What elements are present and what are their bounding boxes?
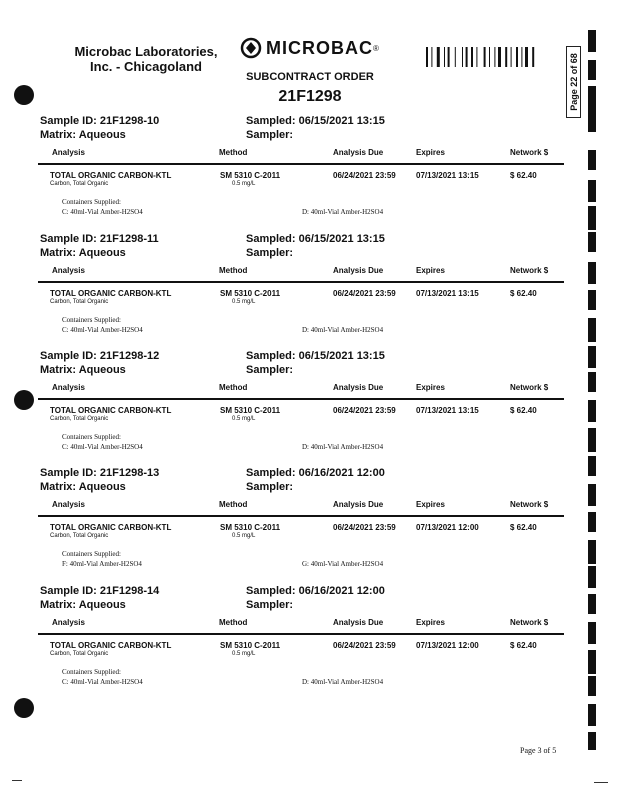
analysis-subtitle: Carbon, Total Organic xyxy=(50,181,109,187)
analysis-name: TOTAL ORGANIC CARBON-KTL xyxy=(50,171,172,180)
barcode-bar xyxy=(525,47,528,67)
method-unit: 0.5 mg/L xyxy=(232,299,256,305)
container-left: C: 40ml-Vial Amber-H2SO4 xyxy=(62,326,143,334)
header-rule xyxy=(38,515,564,517)
barcode-bar xyxy=(498,47,501,67)
col-analysis-due: Analysis Due xyxy=(333,618,384,627)
containers-label: Containers Supplied: xyxy=(62,433,121,441)
col-method: Method xyxy=(219,618,248,627)
col-network: Network $ xyxy=(510,618,549,627)
barcode-bar xyxy=(455,47,456,67)
col-expires: Expires xyxy=(416,383,445,392)
sample-block xyxy=(0,585,618,703)
method-unit: 0.5 mg/L xyxy=(232,181,256,187)
expires: 07/13/2021 13:15 xyxy=(416,171,479,180)
method-code: SM 5310 C-2011 xyxy=(220,523,281,532)
page-tag xyxy=(566,46,581,118)
microbac-logo-icon xyxy=(240,37,262,59)
method-code: SM 5310 C-2011 xyxy=(220,171,281,180)
network-price: $ 62.40 xyxy=(510,406,537,415)
col-expires: Expires xyxy=(416,148,445,157)
matrix: Matrix: Aqueous xyxy=(40,481,126,493)
matrix: Matrix: Aqueous xyxy=(40,599,126,611)
container-right: D: 40ml-Vial Amber-H2SO4 xyxy=(302,326,384,334)
containers-label: Containers Supplied: xyxy=(62,198,121,206)
edge-tab xyxy=(588,60,596,80)
col-analysis-due: Analysis Due xyxy=(333,266,384,275)
matrix: Matrix: Aqueous xyxy=(40,247,126,259)
col-method: Method xyxy=(219,500,248,509)
matrix: Matrix: Aqueous xyxy=(40,129,126,141)
sample-id: Sample ID: 21F1298-11 xyxy=(40,233,159,245)
container-right: D: 40ml-Vial Amber-H2SO4 xyxy=(302,678,384,686)
method-code: SM 5310 C-2011 xyxy=(220,641,281,650)
sampler: Sampler: xyxy=(246,247,294,259)
container-left: C: 40ml-Vial Amber-H2SO4 xyxy=(62,443,143,451)
order-id: 21F1298 xyxy=(278,88,342,105)
matrix: Matrix: Aqueous xyxy=(40,364,126,376)
sample-block xyxy=(0,350,618,468)
analysis-subtitle: Carbon, Total Organic xyxy=(50,416,109,422)
analysis-subtitle: Carbon, Total Organic xyxy=(50,533,109,539)
col-method: Method xyxy=(219,266,248,275)
edge-tab xyxy=(588,86,596,110)
barcode-bar xyxy=(511,47,512,67)
analysis-name: TOTAL ORGANIC CARBON-KTL xyxy=(50,406,172,415)
page-tag-text: Page 22 of 68 xyxy=(568,53,579,111)
expires: 07/13/2021 13:15 xyxy=(416,406,479,415)
barcode-bar xyxy=(466,47,468,67)
binder-hole xyxy=(14,85,34,105)
analysis-due: 06/24/2021 23:59 xyxy=(333,289,396,298)
sample-id: Sample ID: 21F1298-10 xyxy=(40,115,160,127)
barcode-bar xyxy=(444,47,445,67)
analysis-due: 06/24/2021 23:59 xyxy=(333,523,396,532)
barcode-bar xyxy=(521,47,522,67)
method-unit: 0.5 mg/L xyxy=(232,533,256,539)
col-analysis: Analysis xyxy=(52,266,85,275)
expires: 07/13/2021 12:00 xyxy=(416,641,479,650)
analysis-subtitle: Carbon, Total Organic xyxy=(50,299,109,305)
lab-name-line1: Microbac Laboratories, xyxy=(74,44,218,59)
containers-label: Containers Supplied: xyxy=(62,550,121,558)
header-rule xyxy=(38,281,564,283)
sampler: Sampler: xyxy=(246,129,294,141)
sampler: Sampler: xyxy=(246,364,294,376)
sample-id: Sample ID: 21F1298-13 xyxy=(40,467,160,479)
sampler: Sampler: xyxy=(246,599,294,611)
edge-tab xyxy=(588,732,596,750)
analysis-name: TOTAL ORGANIC CARBON-KTL xyxy=(50,641,172,650)
analysis-name: TOTAL ORGANIC CARBON-KTL xyxy=(50,289,172,298)
logo-text: MICROBAC xyxy=(266,37,373,58)
lab-name-line2: Inc. - Chicagoland xyxy=(90,59,202,74)
col-expires: Expires xyxy=(416,500,445,509)
col-network: Network $ xyxy=(510,266,549,275)
col-expires: Expires xyxy=(416,266,445,275)
sample-id: Sample ID: 21F1298-12 xyxy=(40,350,160,362)
col-network: Network $ xyxy=(510,500,549,509)
sample-block xyxy=(0,115,618,233)
sampled-date: Sampled: 06/16/2021 12:00 xyxy=(246,585,385,597)
barcode-bar xyxy=(462,47,463,67)
method-code: SM 5310 C-2011 xyxy=(220,406,281,415)
network-price: $ 62.40 xyxy=(510,171,537,180)
lab-name xyxy=(66,44,226,74)
containers-label: Containers Supplied: xyxy=(62,316,121,324)
barcode-bar xyxy=(484,47,486,67)
col-method: Method xyxy=(219,148,248,157)
col-analysis-due: Analysis Due xyxy=(333,383,384,392)
container-right: G: 40ml-Vial Amber-H2SO4 xyxy=(302,560,384,568)
header-rule xyxy=(38,163,564,165)
col-analysis-due: Analysis Due xyxy=(333,500,384,509)
analysis-due: 06/24/2021 23:59 xyxy=(333,171,396,180)
sample-block xyxy=(0,467,618,585)
container-left: C: 40ml-Vial Amber-H2SO4 xyxy=(62,208,143,216)
sampled-date: Sampled: 06/16/2021 12:00 xyxy=(246,467,385,479)
col-analysis: Analysis xyxy=(52,383,85,392)
network-price: $ 62.40 xyxy=(510,523,537,532)
microbac-logo xyxy=(240,37,379,59)
col-network: Network $ xyxy=(510,383,549,392)
page-number: Page 3 of 5 xyxy=(520,746,557,755)
col-method: Method xyxy=(219,383,248,392)
expires: 07/13/2021 12:00 xyxy=(416,523,479,532)
barcode-bar xyxy=(426,47,428,67)
container-left: C: 40ml-Vial Amber-H2SO4 xyxy=(62,678,143,686)
barcode-bar xyxy=(476,47,477,67)
sampled-date: Sampled: 06/15/2021 13:15 xyxy=(246,115,385,127)
container-right: D: 40ml-Vial Amber-H2SO4 xyxy=(302,443,384,451)
barcode xyxy=(426,47,564,67)
barcode-bar xyxy=(516,47,518,67)
sampled-date: Sampled: 06/15/2021 13:15 xyxy=(246,233,385,245)
header-rule xyxy=(38,633,564,635)
sample-block xyxy=(0,233,618,351)
col-analysis: Analysis xyxy=(52,618,85,627)
network-price: $ 62.40 xyxy=(510,641,537,650)
barcode-bar xyxy=(489,47,490,67)
sampled-date: Sampled: 06/15/2021 13:15 xyxy=(246,350,385,362)
sampler: Sampler: xyxy=(246,481,294,493)
method-unit: 0.5 mg/L xyxy=(232,651,256,657)
document-type: SUBCONTRACT ORDER xyxy=(246,71,374,83)
logo-registered-mark: ® xyxy=(373,43,379,53)
expires: 07/13/2021 13:15 xyxy=(416,289,479,298)
barcode-bar xyxy=(471,47,473,67)
container-right: D: 40ml-Vial Amber-H2SO4 xyxy=(302,208,384,216)
network-price: $ 62.40 xyxy=(510,289,537,298)
containers-label: Containers Supplied: xyxy=(62,668,121,676)
col-analysis-due: Analysis Due xyxy=(333,148,384,157)
container-left: F: 40ml-Vial Amber-H2SO4 xyxy=(62,560,142,568)
analysis-due: 06/24/2021 23:59 xyxy=(333,406,396,415)
sample-id: Sample ID: 21F1298-14 xyxy=(40,585,160,597)
barcode-bar xyxy=(437,47,440,67)
barcode-bar xyxy=(431,47,432,67)
analysis-due: 06/24/2021 23:59 xyxy=(333,641,396,650)
analysis-subtitle: Carbon, Total Organic xyxy=(50,651,109,657)
scan-mark xyxy=(12,780,22,781)
method-code: SM 5310 C-2011 xyxy=(220,289,281,298)
method-unit: 0.5 mg/L xyxy=(232,416,256,422)
col-analysis: Analysis xyxy=(52,148,85,157)
barcode-bar xyxy=(494,47,495,67)
scan-mark xyxy=(594,782,608,783)
barcode-bar xyxy=(532,47,534,67)
barcode-bar xyxy=(505,47,507,67)
edge-tab xyxy=(588,30,596,52)
col-analysis: Analysis xyxy=(52,500,85,509)
barcode-bar xyxy=(448,47,450,67)
header-rule xyxy=(38,398,564,400)
col-expires: Expires xyxy=(416,618,445,627)
edge-tab xyxy=(588,704,596,726)
col-network: Network $ xyxy=(510,148,549,157)
analysis-name: TOTAL ORGANIC CARBON-KTL xyxy=(50,523,172,532)
